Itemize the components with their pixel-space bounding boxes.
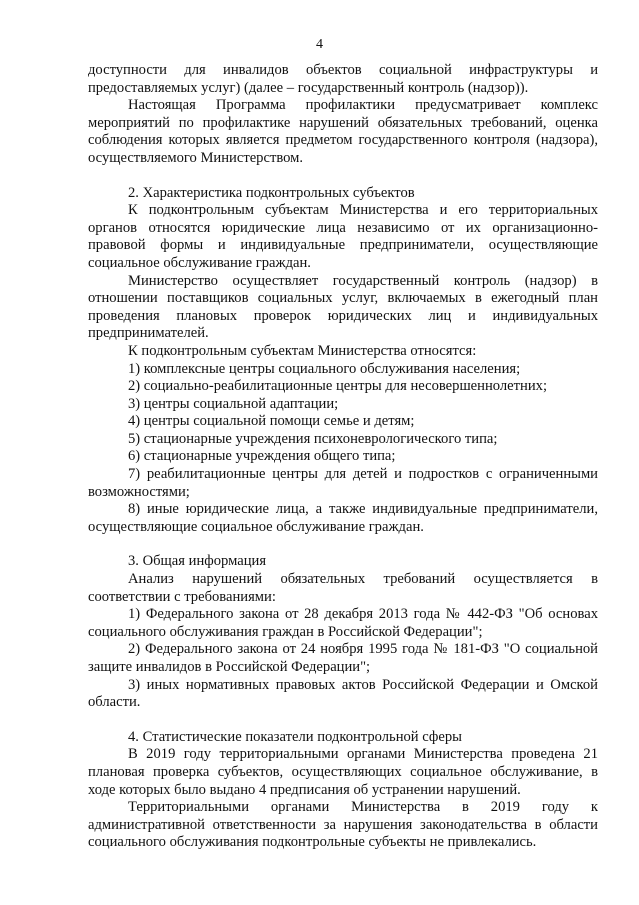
paragraph: 7) реабилитационные центры для детей и подростков с ограниченными возможностями;: [88, 466, 598, 500]
paragraph: 1) комплексные центры социального обслуживания населения;: [128, 360, 521, 377]
section-spacer: [88, 168, 598, 185]
paragraph: 6) стационарные учреждения общего типа;: [128, 448, 396, 465]
section-spacer: [88, 712, 598, 729]
paragraph: 5) стационарные учреждения психоневрологического типа;: [128, 430, 498, 447]
paragraph: 4) центры социальной помощи семье и детям;: [128, 413, 415, 430]
paragraph: Анализ нарушений обязательных требований осуществляется в соответствии с требованиями:: [88, 571, 598, 605]
section-spacer: [88, 536, 598, 553]
page-number: 4: [316, 37, 323, 52]
paragraph: Министерство осуществляет государственный контроль (надзор) в отношении поставщиков социальных услуг, включаемых в ежегодный план проведения плановых проверок юридических лиц и индивидуальных предпринимателей.: [88, 272, 598, 342]
paragraph: Настоящая Программа профилактики предусматривает комплекс мероприятий по профилактике нарушений обязательных требований, оценка соблюдения которых является предметом государственного контроля (надзора), осуществляемого Министерством.: [88, 97, 598, 166]
section-heading: 3. Общая информация: [128, 553, 267, 570]
paragraph: Территориальными органами Министерства в 2019 году к административной ответственности за нарушения законодательства в области социального обслуживания подконтрольные субъекты не привлекались.: [88, 799, 598, 851]
section-heading: 4. Статистические показатели подконтрольной сферы: [128, 728, 462, 745]
paragraph: доступности для инвалидов объектов социальной инфраструктуры и предоставляемых услуг) (далее – государственный контроль (надзор)).: [88, 62, 598, 96]
paragraph: 8) иные юридические лица, а также индивидуальные предприниматели, осуществляющие социальное обслуживание граждан.: [88, 501, 598, 535]
paragraph: 1) Федерального закона от 28 декабря 2013 года № 442-ФЗ "Об основах социального обслуживания граждан в Российской Федерации";: [88, 606, 598, 640]
document-body: [88, 62, 598, 852]
paragraph: 2) социально-реабилитационные центры для несовершеннолетних;: [128, 378, 547, 395]
paragraph: 3) иных нормативных правовых актов Российской Федерации и Омской области.: [88, 676, 598, 711]
section-heading: 2. Характеристика подконтрольных субъектов: [128, 184, 415, 201]
paragraph: К подконтрольным субъектам Министерства относятся:: [128, 342, 477, 359]
paragraph: 3) центры социальной адаптации;: [128, 395, 339, 412]
paragraph: К подконтрольным субъектам Министерства и его территориальных органов относятся юридические лица независимо от их организационно-правовой формы и индивидуальные предприниматели, осуществляющие социальное обслуживание граждан.: [88, 202, 598, 271]
paragraph: В 2019 году территориальными органами Министерства проведена 21 плановая проверка субъектов, осуществляющих социальное обслуживание, в ходе которых было выдано 4 предписания об устранении нарушений.: [88, 746, 598, 798]
paragraph: 2) Федерального закона от 24 ноября 1995 года № 181-ФЗ "О социальной защите инвалидов в Российской Федерации";: [88, 641, 598, 675]
